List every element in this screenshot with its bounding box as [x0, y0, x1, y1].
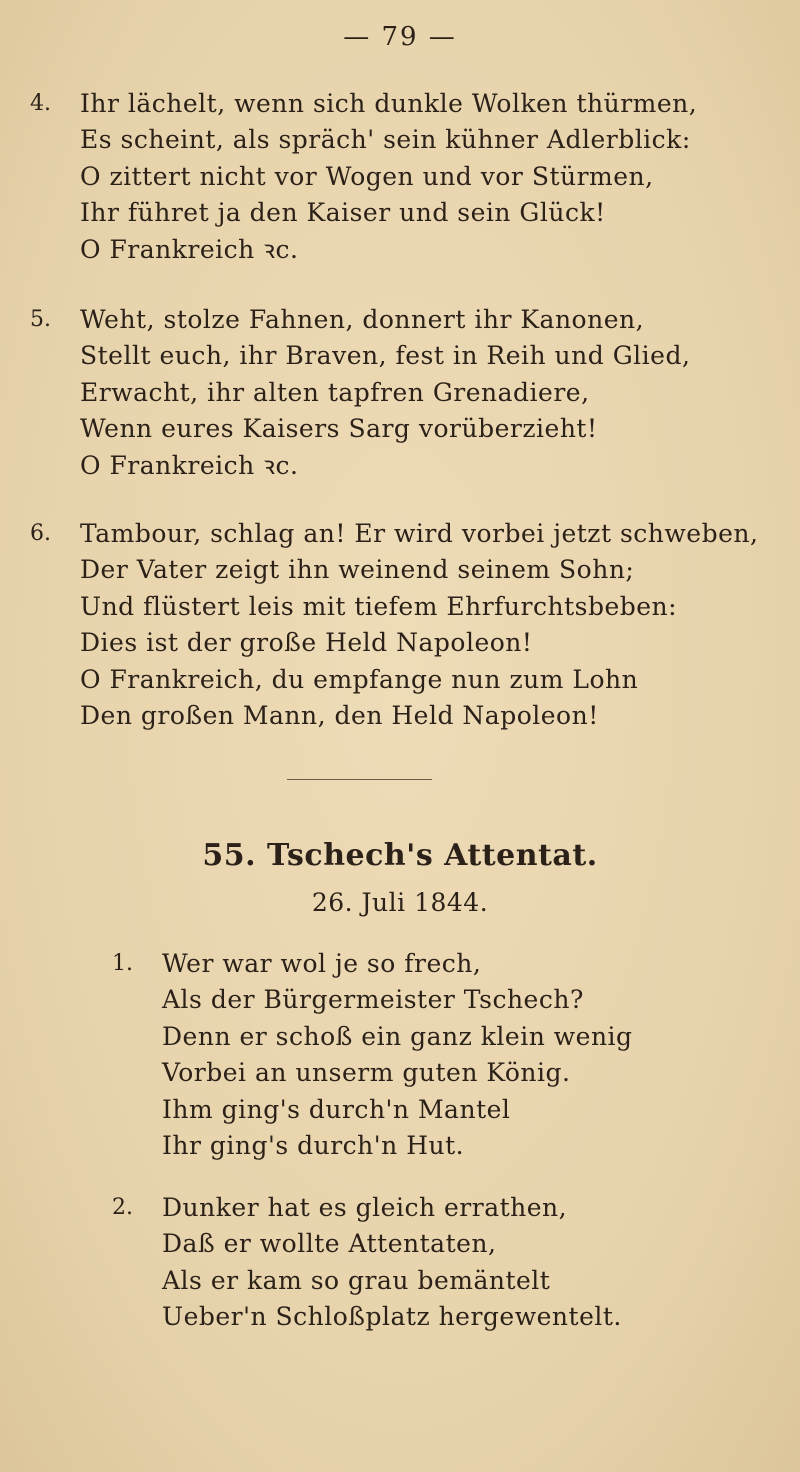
verse-line: Denn er schoß ein ganz klein wenig — [162, 1021, 633, 1051]
stanza-number: 5. — [30, 307, 51, 332]
stanza-number: 1. — [112, 951, 133, 976]
song-date: 26. Juli 1844. — [311, 888, 489, 917]
song2-stanza-2 — [112, 1190, 772, 1336]
verse-line: O zittert nicht vor Wogen und vor Stürmen, — [80, 161, 654, 191]
verse-line: O Frankreich ꝛc. — [80, 234, 299, 264]
verse-line: Tambour, schlag an! Er wird vorbei jetzt schweben, — [80, 519, 759, 548]
verse-line: Ihr lächelt, wenn sich dunkle Wolken thürmen, — [80, 89, 698, 118]
verse-line: Ueber'n Schloßplatz hergewentelt. — [162, 1302, 622, 1332]
verse-line: Als er kam so grau bemäntelt — [162, 1265, 551, 1295]
stanza-6 — [30, 516, 770, 734]
verse-line: Als der Bürgermeister Tschech? — [162, 985, 584, 1015]
verse-line: Erwacht, ihr alten tapfren Grenadiere, — [80, 377, 590, 407]
stanza-number: 2. — [112, 1195, 133, 1220]
verse-line: O Frankreich, du empfange nun zum Lohn — [80, 664, 639, 694]
verse-line: Und flüstert leis mit tiefem Ehrfurchtsbeben: — [80, 591, 678, 621]
verse-line: Daß er wollte Attentaten, — [162, 1229, 497, 1259]
verse-line: Den großen Mann, den Held Napoleon! — [80, 701, 599, 731]
verse-line: O Frankreich ꝛc. — [80, 450, 299, 480]
verse-line: Ihm ging's durch'n Mantel — [162, 1094, 511, 1124]
verse-line: Es scheint, als spräch' sein kühner Adlerblick: — [80, 125, 691, 155]
verse-line: Stellt euch, ihr Braven, fest in Reih und Glied, — [80, 341, 691, 371]
verse-line: Dunker hat es gleich errathen, — [162, 1193, 568, 1222]
verse-line: Der Vater zeigt ihn weinend seinem Sohn; — [80, 555, 635, 585]
verse-line: Vorbei an unserm guten König. — [162, 1058, 571, 1088]
page-number: — 79 — — [343, 22, 457, 52]
verse-line: Wer war wol je so frech, — [162, 949, 482, 978]
verse-line: Weht, stolze Fahnen, donnert ihr Kanonen, — [80, 305, 645, 334]
stanza-4 — [30, 86, 770, 268]
section-divider — [287, 779, 432, 780]
verse-line: Dies ist der große Held Napoleon! — [80, 628, 533, 658]
song-title: 55. Tschech's Attentat. — [202, 838, 598, 873]
stanza-number: 6. — [30, 521, 51, 546]
song2-stanza-1 — [112, 946, 772, 1164]
verse-line: Ihr ging's durch'n Hut. — [162, 1131, 465, 1161]
verse-line: Ihr führet ja den Kaiser und sein Glück! — [80, 198, 606, 228]
stanza-number: 4. — [30, 91, 51, 116]
stanza-5 — [30, 302, 770, 484]
verse-line: Wenn eures Kaisers Sarg vorüberzieht! — [80, 414, 598, 444]
